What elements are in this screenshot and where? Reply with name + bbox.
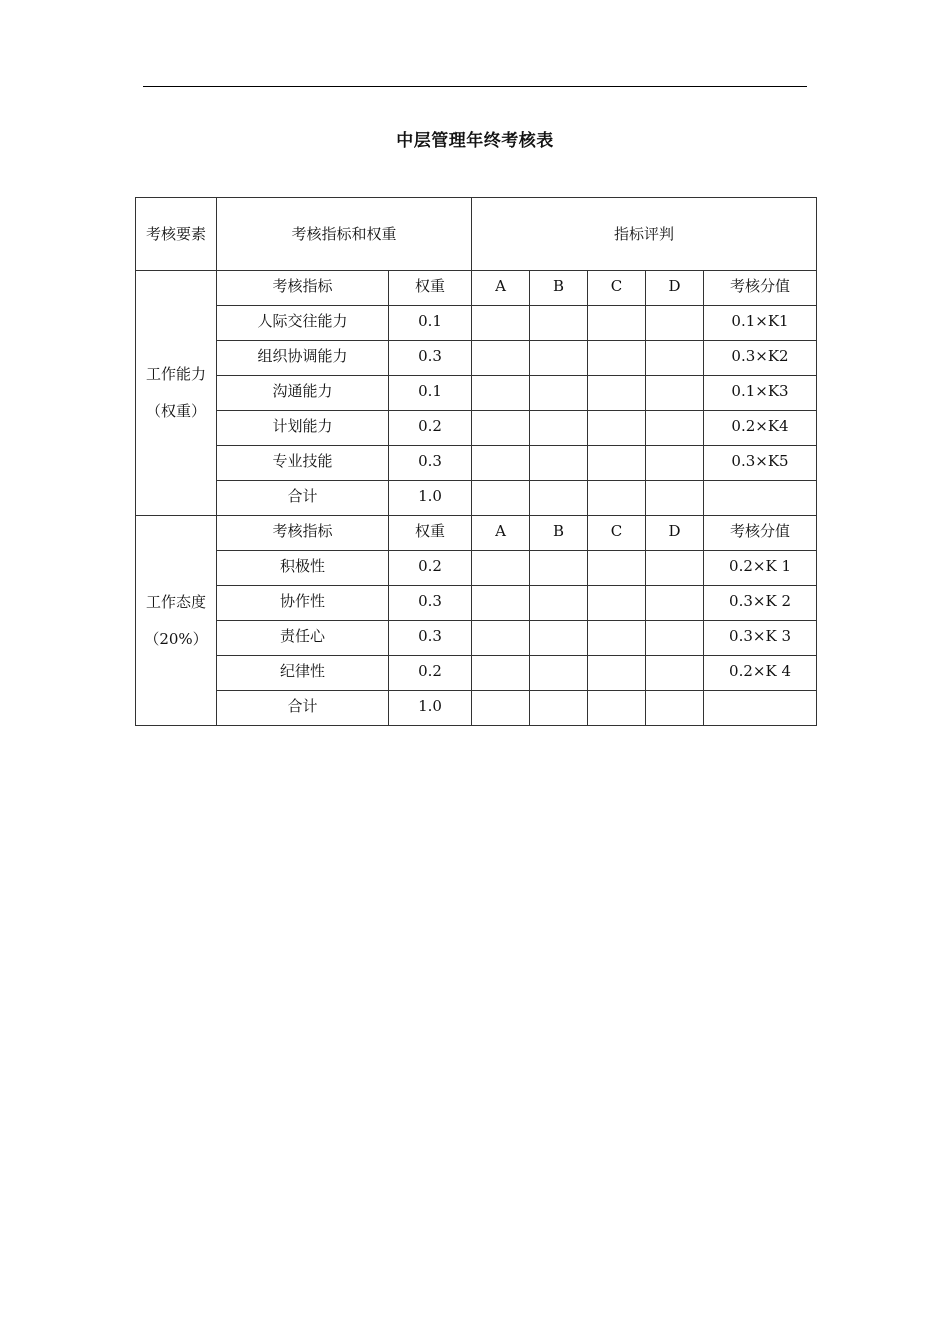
header-indicator-weight: 考核指标和权重 [217, 198, 472, 271]
table-row [136, 586, 817, 621]
grade-c-cell[interactable] [588, 376, 646, 411]
grade-a-cell[interactable] [472, 481, 530, 516]
score-cell: 0.3×K 3 [704, 621, 817, 656]
table-row [136, 656, 817, 691]
indicator-cell: 人际交往能力 [217, 306, 389, 341]
grade-c-cell[interactable] [588, 446, 646, 481]
grade-d-cell[interactable] [646, 551, 704, 586]
grade-b-cell[interactable] [530, 376, 588, 411]
header-rule [143, 86, 807, 87]
grade-a-cell[interactable] [472, 586, 530, 621]
sub-header-b: B [530, 271, 588, 306]
score-cell: 0.2×K 4 [704, 656, 817, 691]
grade-b-cell[interactable] [530, 411, 588, 446]
weight-cell: 0.1 [389, 376, 472, 411]
indicator-cell: 协作性 [217, 586, 389, 621]
grade-a-cell[interactable] [472, 411, 530, 446]
grade-d-cell[interactable] [646, 446, 704, 481]
table-row [136, 551, 817, 586]
sub-header-weight: 权重 [389, 516, 472, 551]
indicator-cell: 积极性 [217, 551, 389, 586]
sub-header-c: C [588, 516, 646, 551]
sub-header-a: A [472, 516, 530, 551]
grade-c-cell[interactable] [588, 411, 646, 446]
section-2-factor: 工作态度（20%） [136, 516, 217, 726]
sub-header-d: D [646, 271, 704, 306]
grade-a-cell[interactable] [472, 656, 530, 691]
score-cell [704, 481, 817, 516]
sub-header-b: B [530, 516, 588, 551]
grade-b-cell[interactable] [530, 551, 588, 586]
sub-header-c: C [588, 271, 646, 306]
evaluation-table [135, 197, 817, 726]
grade-d-cell[interactable] [646, 341, 704, 376]
grade-b-cell[interactable] [530, 656, 588, 691]
grade-a-cell[interactable] [472, 376, 530, 411]
weight-cell: 0.1 [389, 306, 472, 341]
total-row [136, 691, 817, 726]
grade-a-cell[interactable] [472, 446, 530, 481]
table-row [136, 306, 817, 341]
section-1-factor: 工作能力（权重） [136, 271, 217, 516]
page-title: 中层管理年终考核表 [396, 131, 554, 151]
total-weight: 1.0 [389, 691, 472, 726]
weight-cell: 0.3 [389, 446, 472, 481]
grade-d-cell[interactable] [646, 586, 704, 621]
section-1-sub-header [136, 271, 817, 306]
grade-b-cell[interactable] [530, 586, 588, 621]
grade-c-cell[interactable] [588, 551, 646, 586]
grade-a-cell[interactable] [472, 621, 530, 656]
grade-c-cell[interactable] [588, 621, 646, 656]
grade-a-cell[interactable] [472, 691, 530, 726]
indicator-cell: 责任心 [217, 621, 389, 656]
table-row [136, 376, 817, 411]
score-cell: 0.2×K 1 [704, 551, 817, 586]
sub-header-weight: 权重 [389, 271, 472, 306]
grade-a-cell[interactable] [472, 551, 530, 586]
grade-c-cell[interactable] [588, 691, 646, 726]
grade-b-cell[interactable] [530, 306, 588, 341]
grade-d-cell[interactable] [646, 306, 704, 341]
grade-b-cell[interactable] [530, 691, 588, 726]
sub-header-d: D [646, 516, 704, 551]
total-row [136, 481, 817, 516]
grade-d-cell[interactable] [646, 481, 704, 516]
grade-a-cell[interactable] [472, 306, 530, 341]
table-row [136, 446, 817, 481]
score-cell: 0.2×K4 [704, 411, 817, 446]
grade-d-cell[interactable] [646, 411, 704, 446]
score-cell: 0.3×K5 [704, 446, 817, 481]
total-label: 合计 [217, 481, 389, 516]
score-cell [704, 691, 817, 726]
score-cell: 0.3×K 2 [704, 586, 817, 621]
score-cell: 0.3×K2 [704, 341, 817, 376]
weight-cell: 0.3 [389, 586, 472, 621]
table-row [136, 341, 817, 376]
total-label: 合计 [217, 691, 389, 726]
grade-b-cell[interactable] [530, 621, 588, 656]
score-cell: 0.1×K1 [704, 306, 817, 341]
grade-d-cell[interactable] [646, 691, 704, 726]
grade-d-cell[interactable] [646, 656, 704, 691]
grade-b-cell[interactable] [530, 341, 588, 376]
grade-c-cell[interactable] [588, 481, 646, 516]
section-2-sub-header [136, 516, 817, 551]
table-header-row [136, 198, 817, 271]
grade-d-cell[interactable] [646, 376, 704, 411]
total-weight: 1.0 [389, 481, 472, 516]
table-row [136, 621, 817, 656]
grade-d-cell[interactable] [646, 621, 704, 656]
table-row [136, 411, 817, 446]
header-factor: 考核要素 [136, 198, 217, 271]
weight-cell: 0.2 [389, 411, 472, 446]
indicator-cell: 组织协调能力 [217, 341, 389, 376]
indicator-cell: 专业技能 [217, 446, 389, 481]
grade-b-cell[interactable] [530, 481, 588, 516]
grade-a-cell[interactable] [472, 341, 530, 376]
sub-header-score: 考核分值 [704, 271, 817, 306]
weight-cell: 0.3 [389, 341, 472, 376]
weight-cell: 0.3 [389, 621, 472, 656]
sub-header-score: 考核分值 [704, 516, 817, 551]
grade-c-cell[interactable] [588, 306, 646, 341]
sub-header-indicator: 考核指标 [217, 271, 389, 306]
grade-c-cell[interactable] [588, 656, 646, 691]
header-judgement: 指标评判 [472, 198, 817, 271]
grade-b-cell[interactable] [530, 446, 588, 481]
indicator-cell: 沟通能力 [217, 376, 389, 411]
weight-cell: 0.2 [389, 656, 472, 691]
indicator-cell: 计划能力 [217, 411, 389, 446]
indicator-cell: 纪律性 [217, 656, 389, 691]
sub-header-a: A [472, 271, 530, 306]
score-cell: 0.1×K3 [704, 376, 817, 411]
grade-c-cell[interactable] [588, 586, 646, 621]
weight-cell: 0.2 [389, 551, 472, 586]
sub-header-indicator: 考核指标 [217, 516, 389, 551]
grade-c-cell[interactable] [588, 341, 646, 376]
